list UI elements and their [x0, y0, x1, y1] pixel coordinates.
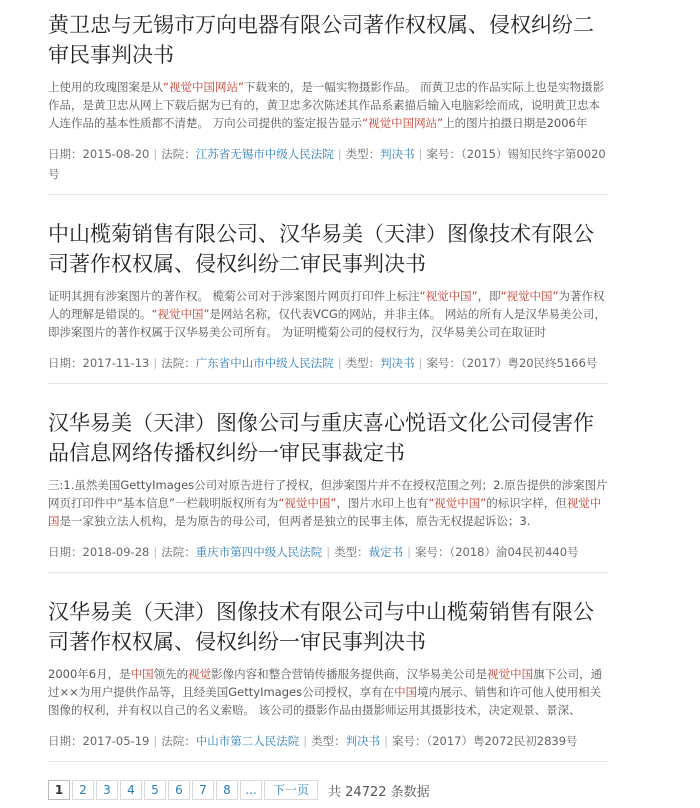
case-meta — [48, 144, 608, 184]
type-label: 类型： — [311, 734, 346, 748]
keyword-highlight: “视觉中国” — [500, 289, 559, 303]
case-date: 2015-08-20 — [82, 147, 150, 161]
case-meta — [48, 353, 608, 373]
case-title — [48, 209, 608, 279]
abstract-text: 旗下公司，通过××为用户提供作品等，且经美国GettyImages公司授权，享有在 — [48, 667, 603, 699]
abstract-text: 下载来的，是一幅实物摄影作品。 而黄卫忠的作品实际上也是实物摄影作品，是黄卫忠从网上下载后据为已有的，黄卫忠多次陈述其作品系素描后输入电脑彩绘而成，说明黄卫忠本人连作品的基本性质都不清楚。 万向公司提供的鉴定报告显示 — [48, 80, 605, 130]
meta-separator: | — [418, 356, 423, 370]
court-label: 法院： — [161, 356, 196, 370]
abstract-text: 是网站名称，仅代表VCG的网站，并非主体。 网站的所有人是汉华易美公司，即涉案图片的著作权属于汉华易美公司所有。 为证明榄菊公司的侵权行为，汉华易美公司在取证时 — [48, 307, 606, 339]
court-link[interactable]: 重庆市第四中级人民法院 — [195, 545, 323, 559]
case-number: （2015）锡知民终字第0020号 — [48, 147, 606, 181]
type-link[interactable]: 判决书 — [380, 147, 415, 161]
page-number-button[interactable]: 5 — [144, 780, 166, 800]
page-number-button[interactable]: 8 — [216, 780, 238, 800]
page-numbers — [48, 780, 262, 800]
pagination — [48, 780, 608, 800]
search-results — [48, 0, 608, 800]
keyword-highlight: “视觉中国” — [428, 496, 487, 510]
case-date: 2017-11-13 — [82, 356, 150, 370]
court-label: 法院： — [161, 734, 196, 748]
case-number-label: 案号： — [426, 147, 461, 161]
case-list — [48, 0, 608, 762]
abstract-text: 的标识字样，但 — [486, 496, 567, 510]
court-link[interactable]: 广东省中山市中级人民法院 — [195, 356, 334, 370]
page-number-button[interactable]: 7 — [192, 780, 214, 800]
date-label: 日期： — [48, 734, 83, 748]
meta-separator: | — [153, 356, 158, 370]
case-number: （2017）粤20民终5166号 — [460, 356, 598, 370]
case-abstract — [48, 665, 608, 719]
type-label: 类型： — [345, 147, 381, 161]
abstract-text: 为著作权人的理解是错误的。 — [48, 289, 605, 321]
type-label: 类型： — [345, 356, 381, 370]
case-title-link[interactable]: 黄卫忠与无锡市万向电器有限公司著作权权属、侵权纠纷二审民事判决书 — [48, 13, 594, 67]
abstract-text: 影像内容和整合营销传播服务提供商，汉华易美公司是 — [211, 667, 488, 681]
case-abstract — [48, 476, 608, 530]
meta-separator: | — [153, 147, 158, 161]
court-link[interactable]: 中山市第二人民法院 — [195, 734, 300, 748]
case-abstract — [48, 287, 608, 341]
case-date: 2017-05-19 — [82, 734, 150, 748]
case-item — [48, 209, 608, 384]
court-label: 法院： — [161, 147, 196, 161]
abstract-text: 领先的 — [153, 667, 189, 681]
date-label: 日期： — [48, 356, 83, 370]
case-item — [48, 0, 608, 195]
type-link[interactable]: 判决书 — [380, 356, 415, 370]
meta-separator: | — [326, 545, 331, 559]
meta-separator: | — [303, 734, 308, 748]
total-count: 共 24722 条数据 — [328, 784, 430, 800]
meta-separator: | — [337, 147, 342, 161]
abstract-text: 上的图片拍摄日期是2006年 — [443, 116, 588, 130]
case-title — [48, 0, 608, 70]
next-page-button[interactable]: 下一页 — [264, 780, 318, 800]
abstract-text: 境内展示、销售和许可他人使用相关图像的权利，并有权以自己的名义索赔。 该公司的摄影作品由摄影师运用其摄影技术，决定观景、景深、 — [48, 685, 602, 717]
date-label: 日期： — [48, 545, 83, 559]
case-number-label: 案号： — [414, 545, 450, 559]
abstract-text: 2000年6月，是 — [48, 667, 131, 681]
keyword-highlight: “视觉中国” — [151, 307, 210, 321]
page-number-button[interactable]: 6 — [168, 780, 190, 800]
keyword-highlight: 视觉 — [188, 667, 212, 681]
case-title — [48, 587, 608, 657]
abstract-text: ，即 — [477, 289, 501, 303]
case-number-label: 案号： — [426, 356, 461, 370]
case-meta — [48, 542, 608, 562]
abstract-text: 证明其拥有涉案图片的著作权。 榄菊公司对于涉案图片网页打印件上标注 — [48, 289, 420, 303]
abstract-text: 三:1.虽然美国GettyImages公司对原告进行了授权，但涉案图片并不在授权范围之列；2.原告提供的涉案图片网页打印件中“基本信息”一栏载明版权所有为 — [48, 478, 608, 510]
type-link[interactable]: 裁定书 — [368, 545, 404, 559]
meta-separator: | — [407, 545, 411, 559]
page-ellipsis: ... — [240, 780, 262, 800]
page-number-button[interactable]: 1 — [48, 780, 70, 800]
page-number-button[interactable]: 4 — [120, 780, 142, 800]
case-date: 2018-09-28 — [82, 545, 150, 559]
case-item — [48, 587, 608, 762]
meta-separator: | — [384, 734, 388, 748]
meta-separator: | — [418, 147, 423, 161]
case-item — [48, 398, 608, 573]
court-link[interactable]: 江苏省无锡市中级人民法院 — [195, 147, 334, 161]
case-meta — [48, 731, 608, 751]
meta-separator: | — [337, 356, 342, 370]
case-title-link[interactable]: 汉华易美（天津）图像技术有限公司与中山榄菊销售有限公司著作权权属、侵权纠纷一审民事判决书 — [48, 600, 594, 654]
court-label: 法院： — [161, 545, 196, 559]
meta-separator: | — [153, 734, 158, 748]
meta-separator: | — [153, 545, 158, 559]
keyword-highlight: 中国 — [130, 667, 154, 681]
type-link[interactable]: 判决书 — [345, 734, 381, 748]
keyword-highlight: “视觉中国网站” — [163, 80, 244, 94]
keyword-highlight: “视觉中国” — [419, 289, 478, 303]
case-title-link[interactable]: 中山榄菊销售有限公司、汉华易美（天津）图像技术有限公司著作权权属、侵权纠纷二审民事判决书 — [48, 222, 594, 276]
page-number-button[interactable]: 3 — [96, 780, 118, 800]
abstract-text: ，图片水印上也有 — [336, 496, 429, 510]
abstract-text: 是一家独立法人机构，是为原告的母公司，但两者是独立的民事主体，原告无权提起诉讼；3. — [59, 514, 531, 528]
case-number: （2017）粤2072民初2839号 — [426, 734, 578, 748]
keyword-highlight: 视觉中国 — [48, 496, 602, 528]
page-number-button[interactable]: 2 — [72, 780, 94, 800]
case-title — [48, 398, 608, 468]
case-number-label: 案号： — [391, 734, 427, 748]
abstract-text: 上使用的玫瑰图案是从 — [48, 80, 163, 94]
keyword-highlight: 中国 — [394, 685, 418, 699]
keyword-highlight: 视觉中国 — [487, 667, 534, 681]
type-label: 类型： — [334, 545, 369, 559]
case-number: （2018）渝04民初440号 — [449, 545, 579, 559]
keyword-highlight: “视觉中国网站” — [362, 116, 444, 130]
keyword-highlight: “视觉中国” — [278, 496, 337, 510]
case-abstract — [48, 78, 608, 132]
case-title-link[interactable]: 汉华易美（天津）图像公司与重庆喜心悦语文化公司侵害作品信息网络传播权纠纷一审民事裁定书 — [48, 411, 594, 465]
date-label: 日期： — [48, 147, 83, 161]
